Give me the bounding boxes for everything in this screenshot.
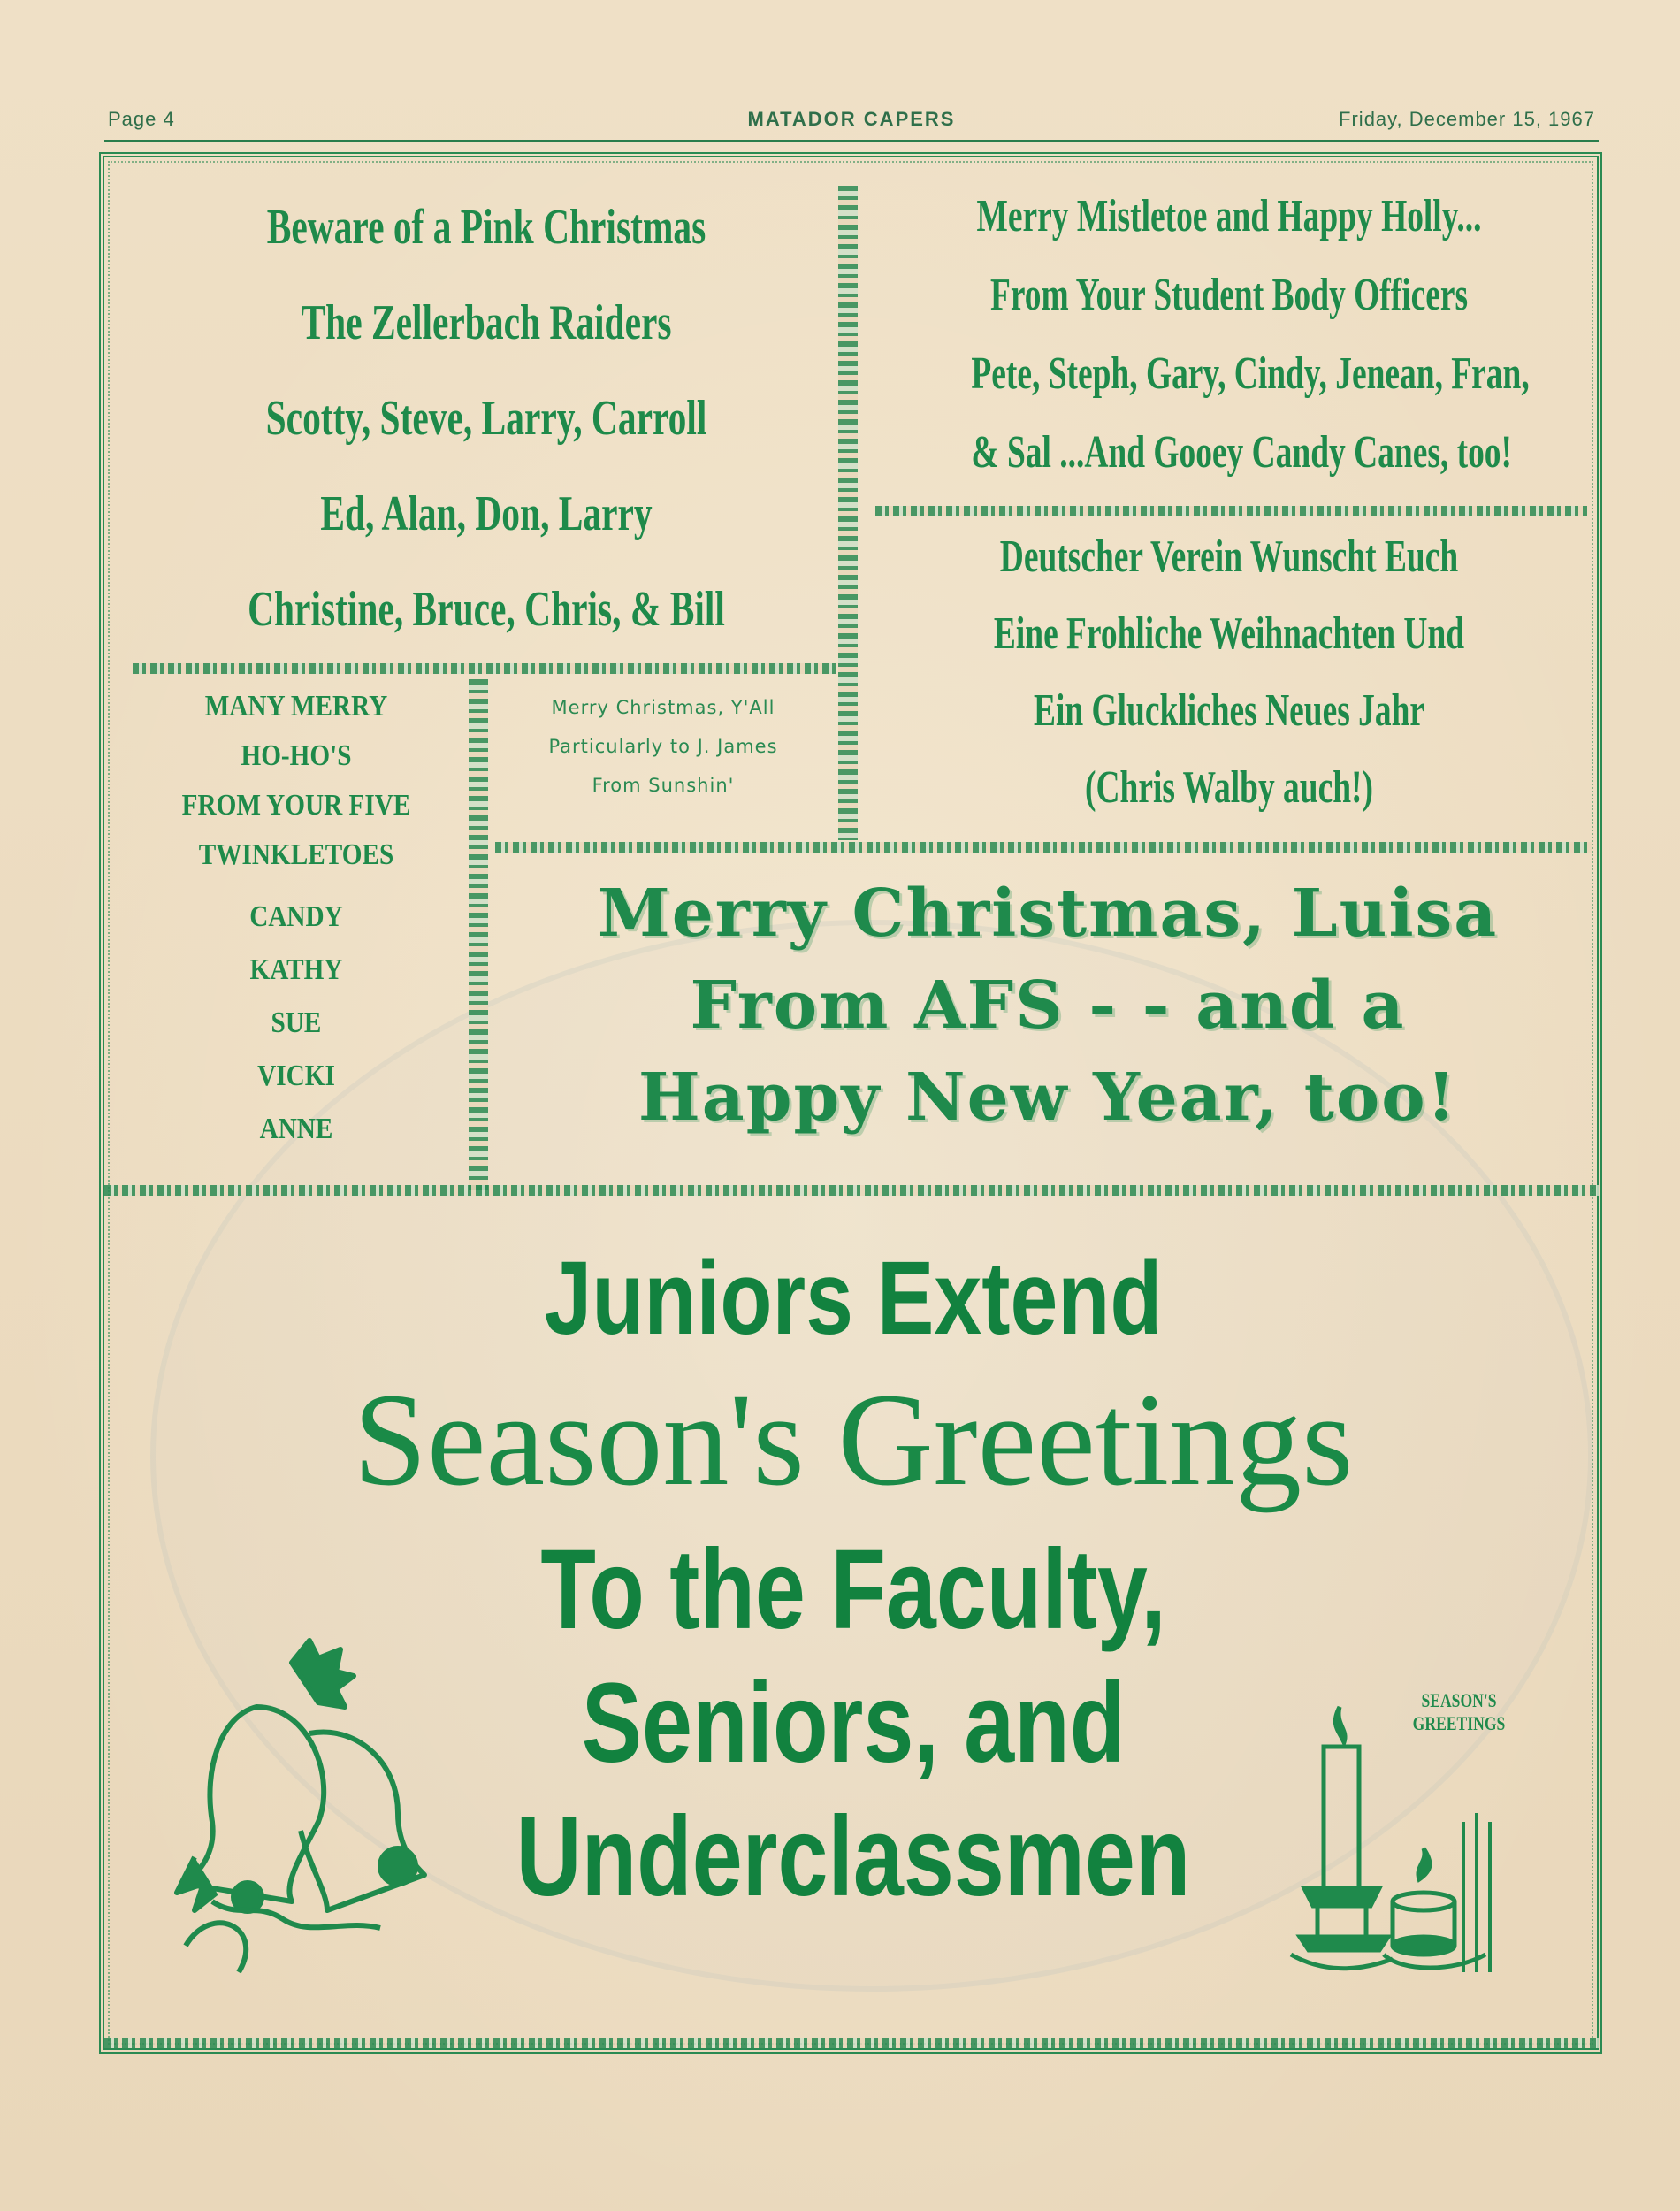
ad-line: & Sal ...And Gooey Candy Canes, too! [971, 427, 1512, 478]
caption-greetings: GREETINGS [1412, 1712, 1506, 1734]
ad-line: Merry Christmas, Luisa [597, 876, 1499, 952]
divider-bottom [104, 2038, 1599, 2048]
divider-vertical-top [838, 186, 858, 840]
ad-sunshin [500, 697, 827, 830]
page-header [104, 104, 1599, 142]
ad-pink-christmas [150, 199, 822, 641]
ad-line: From Sunshin' [592, 775, 735, 796]
newspaper-title: MATADOR CAPERS [747, 108, 956, 130]
name-kathy: KATHY [249, 953, 343, 986]
divider-over-luisa [495, 842, 1592, 853]
ad-line: Merry Christmas, Y'All [551, 697, 775, 718]
divider-under-mistletoe [875, 506, 1587, 516]
caption-seasons: SEASON'S [1421, 1689, 1497, 1711]
name-vicki: VICKI [257, 1060, 335, 1092]
ad-line: From AFS - - and a [690, 968, 1406, 1044]
ad-line: Merry Mistletoe and Happy Holly... [976, 191, 1482, 241]
ad-line: MANY MERRY [204, 690, 388, 723]
headline-underclassmen: Underclassmen [515, 1794, 1191, 1920]
candle-caption [1384, 1689, 1534, 1735]
ad-twinkletoes [133, 690, 460, 1176]
headline-seasons-greetings: Season's Greetings [353, 1366, 1354, 1513]
headline-juniors: Juniors Extend [544, 1240, 1163, 1357]
ad-line: FROM YOUR FIVE [181, 789, 411, 822]
ad-line: Happy New Year, too! [638, 1060, 1458, 1136]
ad-line: From Your Student Body Officers [989, 270, 1469, 320]
ad-line: Pete, Steph, Gary, Cindy, Jenean, Fran, [971, 348, 1530, 399]
ad-mistletoe [871, 190, 1587, 500]
ad-line: Scotty, Steve, Larry, Carroll [265, 391, 707, 446]
page-number: Page 4 [108, 108, 175, 130]
ad-line: The Zellerbach Raiders [301, 295, 672, 350]
name-anne: ANNE [259, 1113, 333, 1145]
headline-faculty: To the Faculty, [540, 1526, 1166, 1653]
candle-greeting-art [1287, 1689, 1534, 1981]
divider-twinkletoes [469, 679, 488, 1194]
ad-luisa-afs [504, 876, 1592, 1176]
issue-date: Friday, December 15, 1967 [1339, 108, 1595, 130]
name-sue: SUE [271, 1006, 322, 1039]
ad-line: Deutscher Verein Wunscht Euch [999, 532, 1459, 582]
ad-line: (Chris Walby auch!) [1085, 762, 1373, 813]
divider-over-juniors [104, 1185, 1599, 1196]
headline-seniors: Seniors, and [581, 1660, 1126, 1786]
divider-under-pink [133, 663, 836, 674]
ad-line: Christine, Bruce, Chris, & Bill [248, 582, 725, 637]
ad-line: Eine Frohliche Weihnachten Und [993, 608, 1465, 659]
ad-deutscher-verein [871, 531, 1587, 831]
ad-line: Ed, Alan, Don, Larry [320, 486, 653, 541]
ad-line: Beware of a Pink Christmas [266, 200, 706, 255]
ad-line: TWINKLETOES [198, 838, 394, 871]
ad-line: Ein Gluckliches Neues Jahr [1033, 685, 1425, 736]
ad-line: Particularly to J. James [548, 736, 778, 757]
christmas-bells-icon [159, 1610, 451, 1981]
name-candy: CANDY [249, 900, 343, 933]
ad-line: HO-HO'S [241, 739, 352, 772]
